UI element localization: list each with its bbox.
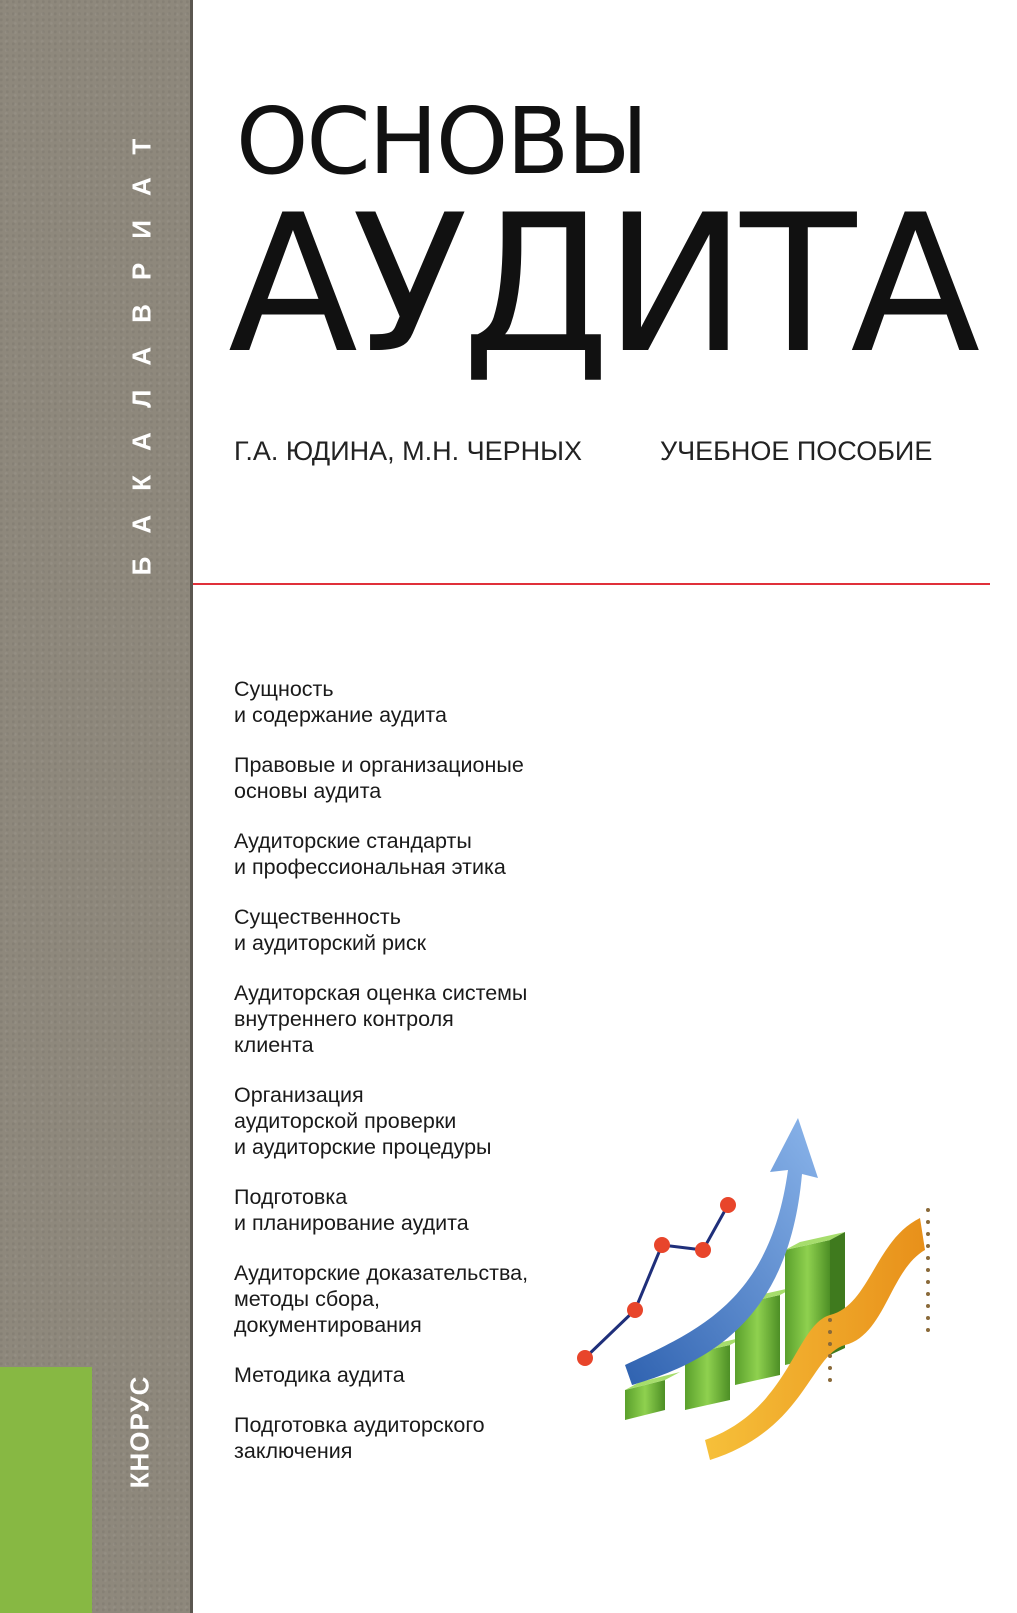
authors: Г.А. ЮДИНА, М.Н. ЧЕРНЫХ [234, 436, 583, 466]
title-line-2: АУДИТА [228, 174, 975, 395]
contents-item: Существенность и аудиторский риск [234, 905, 427, 955]
contents-item: Подготовка и планирование аудита [234, 1185, 469, 1235]
contents-item: Правовые и организационые основы аудита [234, 753, 524, 803]
spine-edge [190, 0, 193, 1613]
divider-rule [193, 583, 990, 585]
growth-chart-illustration [570, 1110, 950, 1470]
series-label: БАКАЛАВРИАТ [126, 114, 157, 576]
title-line-1: ОСНОВЫ [236, 88, 647, 195]
publisher-block [0, 1367, 92, 1613]
publisher-name: КНОРУС [124, 1375, 155, 1489]
contents-item: Аудиторская оценка системы внутреннего контроля клиента [234, 981, 528, 1057]
contents-item: Сущность и содержание аудита [234, 677, 447, 727]
contents-item: Подготовка аудиторского заключения [234, 1413, 485, 1463]
contents-item: Организация аудиторской проверки и аудиторские процедуры [234, 1083, 492, 1159]
contents-item: Методика аудита [234, 1363, 405, 1387]
book-type: УЧЕБНОЕ ПОСОБИЕ [660, 436, 933, 466]
contents-item: Аудиторские доказательства, методы сбора, документирования [234, 1261, 529, 1337]
contents-item: Аудиторские стандарты и профессиональная этика [234, 829, 506, 879]
